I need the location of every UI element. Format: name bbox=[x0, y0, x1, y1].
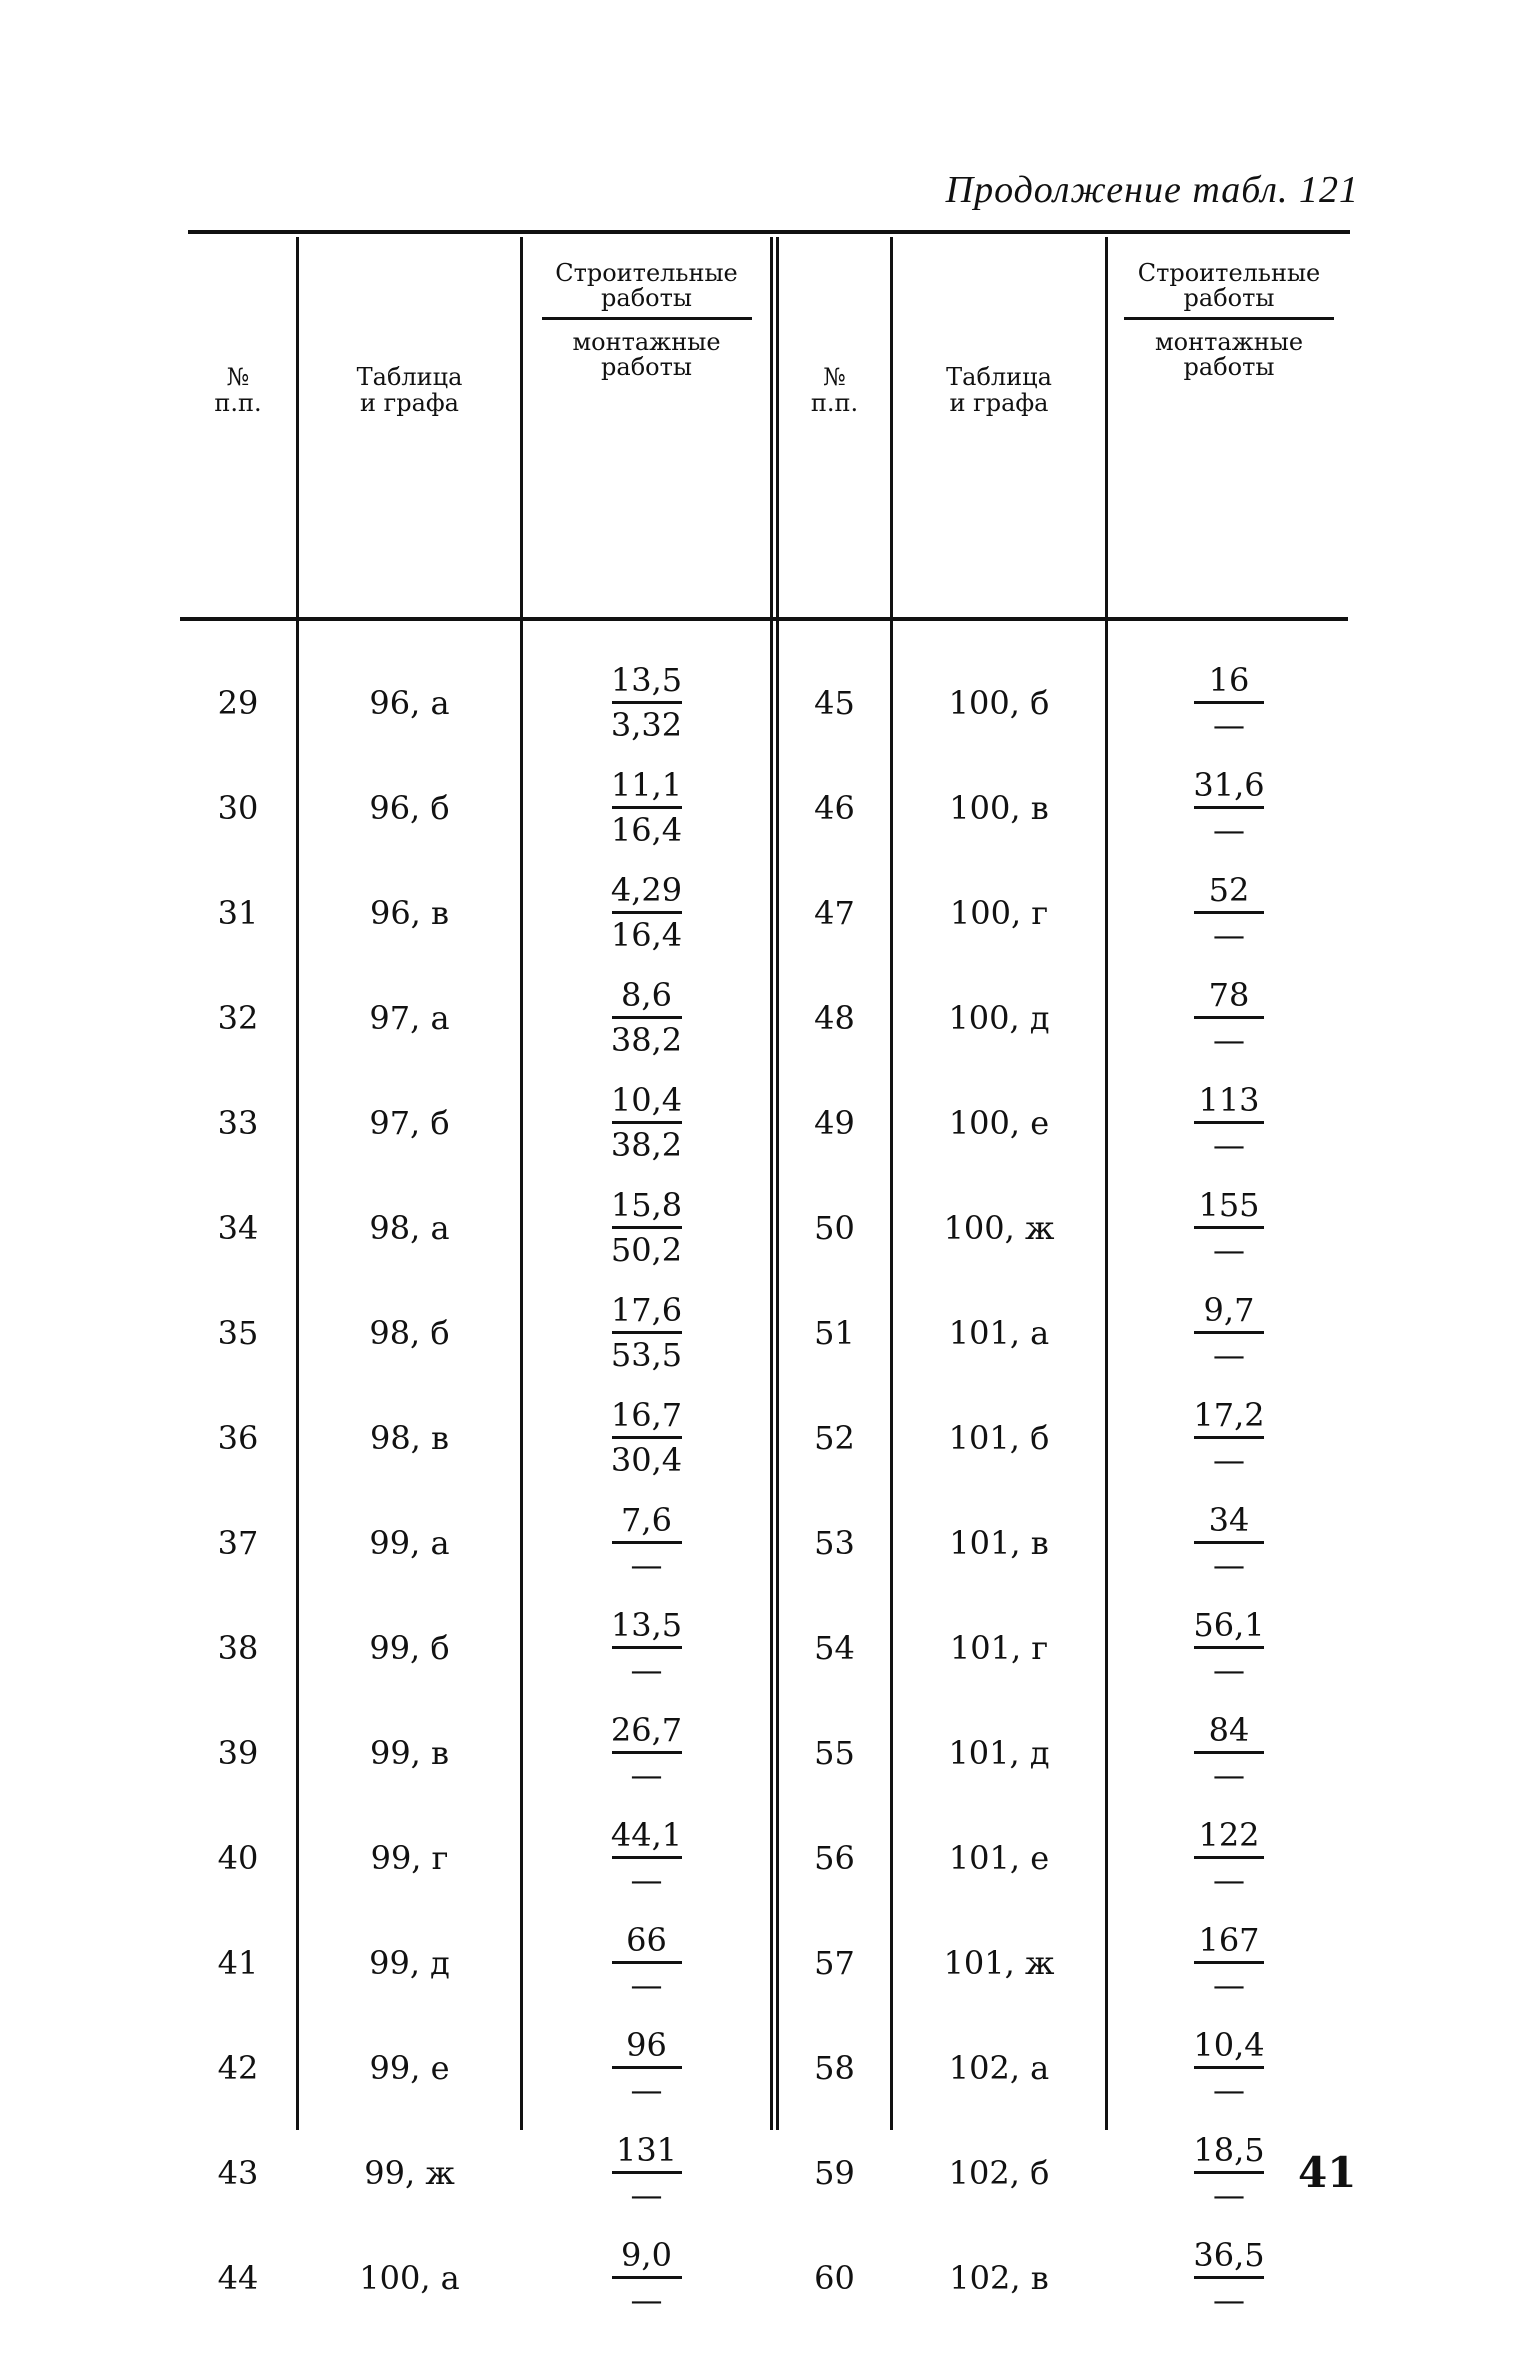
work-fraction bbox=[523, 1595, 770, 1700]
header-works-top: Строительные работы bbox=[555, 258, 738, 312]
work-fraction bbox=[523, 755, 770, 860]
header-num-label: № п.п. bbox=[214, 363, 262, 417]
work-fraction bbox=[1108, 1490, 1350, 1595]
fraction-bar bbox=[1194, 1016, 1264, 1019]
work-fraction bbox=[523, 1280, 770, 1385]
construction-value: 4,29 bbox=[610, 871, 683, 909]
work-fraction bbox=[523, 860, 770, 965]
installation-value: — bbox=[1213, 1966, 1245, 2004]
fraction-bar bbox=[1194, 1541, 1264, 1544]
fraction-bar bbox=[1194, 1121, 1264, 1124]
work-fraction bbox=[523, 1385, 770, 1490]
installation-value: 16,4 bbox=[610, 916, 683, 954]
table-ref: 102, а bbox=[948, 2048, 1050, 2087]
table-ref: 102, б bbox=[948, 2153, 1050, 2192]
work-fraction bbox=[523, 650, 770, 755]
installation-value: — bbox=[1213, 1021, 1245, 1059]
fraction-bar bbox=[1194, 2276, 1264, 2279]
fraction-bar bbox=[612, 1016, 682, 1019]
table-ref: 98, в bbox=[369, 1418, 450, 1457]
fraction-bar bbox=[1194, 1856, 1264, 1859]
work-fraction bbox=[523, 1910, 770, 2015]
construction-value: 13,5 bbox=[610, 1606, 683, 1644]
fraction-bar bbox=[612, 1436, 682, 1439]
table-ref: 99, в bbox=[369, 1733, 450, 1772]
fraction-bar bbox=[612, 2276, 682, 2279]
fraction-bar bbox=[1194, 1961, 1264, 1964]
fraction-bar bbox=[1194, 1436, 1264, 1439]
installation-value: — bbox=[1213, 1651, 1245, 1689]
table-ref: 100, д bbox=[948, 998, 1050, 1037]
work-fraction bbox=[1108, 755, 1350, 860]
fraction-bar bbox=[1194, 1751, 1264, 1754]
installation-value: — bbox=[630, 1651, 663, 1689]
work-fraction bbox=[1108, 1700, 1350, 1805]
header-table bbox=[893, 245, 1105, 535]
header-table bbox=[299, 245, 520, 535]
installation-value: — bbox=[1213, 2176, 1245, 2214]
table-ref: 101, в bbox=[949, 1523, 1049, 1562]
work-fraction bbox=[523, 1070, 770, 1175]
fraction-bar bbox=[612, 2171, 682, 2174]
construction-value: 16 bbox=[1208, 661, 1250, 699]
construction-value: 7,6 bbox=[621, 1501, 672, 1539]
row-number: 60 bbox=[814, 2258, 855, 2297]
table-ref: 99, ж bbox=[364, 2153, 455, 2192]
row-number: 47 bbox=[814, 893, 855, 932]
work-fraction bbox=[523, 1175, 770, 1280]
installation-value: 30,4 bbox=[610, 1441, 683, 1479]
installation-value: — bbox=[630, 1966, 663, 2004]
work-fraction bbox=[1108, 860, 1350, 965]
header-num bbox=[779, 245, 890, 535]
table-ref: 99, г bbox=[370, 1838, 449, 1877]
construction-value: 34 bbox=[1208, 1501, 1250, 1539]
fraction-bar bbox=[612, 1331, 682, 1334]
row-number: 50 bbox=[814, 1208, 855, 1247]
fraction-bar bbox=[1194, 2171, 1264, 2174]
construction-value: 17,2 bbox=[1193, 1396, 1265, 1434]
table-ref: 96, в bbox=[369, 893, 450, 932]
work-fraction bbox=[1108, 1280, 1350, 1385]
header-num bbox=[180, 245, 296, 535]
table-top-rule bbox=[188, 230, 1350, 234]
construction-value: 66 bbox=[626, 1921, 667, 1959]
fraction-bar bbox=[1194, 2066, 1264, 2069]
construction-value: 96 bbox=[626, 2026, 667, 2064]
row-number: 42 bbox=[217, 2048, 259, 2087]
table-ref: 99, е bbox=[369, 2048, 450, 2087]
table-ref: 100, г bbox=[949, 893, 1049, 932]
table-ref: 101, ж bbox=[943, 1943, 1055, 1982]
table-ref: 101, г bbox=[949, 1628, 1049, 1667]
installation-value: — bbox=[1213, 1126, 1245, 1164]
fraction-bar bbox=[612, 1541, 682, 1544]
construction-value: 78 bbox=[1208, 976, 1250, 1014]
row-number: 43 bbox=[217, 2153, 259, 2192]
installation-value: — bbox=[1213, 1336, 1245, 1374]
row-number: 54 bbox=[814, 1628, 855, 1667]
row-number: 33 bbox=[217, 1103, 259, 1142]
table-ref: 100, б bbox=[948, 683, 1050, 722]
row-number: 32 bbox=[217, 998, 259, 1037]
table-ref: 99, д bbox=[369, 1943, 450, 1982]
row-number: 52 bbox=[814, 1418, 855, 1457]
work-fraction bbox=[523, 1700, 770, 1805]
fraction-bar bbox=[1194, 1646, 1264, 1649]
row-number: 41 bbox=[217, 1943, 259, 1982]
work-fraction bbox=[1108, 1805, 1350, 1910]
row-number: 48 bbox=[814, 998, 855, 1037]
installation-value: 3,32 bbox=[610, 706, 683, 744]
construction-value: 84 bbox=[1208, 1711, 1250, 1749]
construction-value: 17,6 bbox=[610, 1291, 683, 1329]
table-ref: 99, б bbox=[369, 1628, 450, 1667]
table-ref: 97, а bbox=[369, 998, 450, 1037]
row-number: 51 bbox=[814, 1313, 855, 1352]
construction-value: 122 bbox=[1198, 1816, 1260, 1854]
construction-value: 16,7 bbox=[610, 1396, 683, 1434]
construction-value: 36,5 bbox=[1193, 2236, 1265, 2274]
row-number: 46 bbox=[814, 788, 855, 827]
row-number: 36 bbox=[217, 1418, 259, 1457]
row-number: 59 bbox=[814, 2153, 855, 2192]
fraction-bar bbox=[612, 1856, 682, 1859]
row-number: 58 bbox=[814, 2048, 855, 2087]
row-number: 30 bbox=[217, 788, 259, 827]
table-ref: 100, а bbox=[359, 2258, 460, 2297]
fraction-bar bbox=[612, 1961, 682, 1964]
row-number: 31 bbox=[217, 893, 259, 932]
fraction-bar bbox=[1194, 701, 1264, 704]
construction-value: 8,6 bbox=[621, 976, 672, 1014]
installation-value: — bbox=[630, 1756, 663, 1794]
work-fraction bbox=[1108, 2225, 1350, 2330]
work-fraction bbox=[523, 2015, 770, 2120]
fraction-bar bbox=[612, 1226, 682, 1229]
installation-value: — bbox=[630, 1861, 663, 1899]
work-fraction bbox=[1108, 1385, 1350, 1490]
header-works-bottom: монтажные работы bbox=[1154, 327, 1304, 381]
row-number: 35 bbox=[217, 1313, 259, 1352]
header-fraction-bar bbox=[542, 317, 752, 320]
work-fraction bbox=[1108, 1595, 1350, 1700]
work-fraction bbox=[1108, 2015, 1350, 2120]
fraction-bar bbox=[1194, 806, 1264, 809]
header-works-bottom: монтажные работы bbox=[572, 327, 721, 381]
table-ref: 101, а bbox=[948, 1313, 1050, 1352]
header-works bbox=[523, 245, 770, 395]
row-number: 29 bbox=[217, 683, 259, 722]
construction-value: 44,1 bbox=[610, 1816, 683, 1854]
table-ref: 100, в bbox=[949, 788, 1049, 827]
work-fraction bbox=[523, 1490, 770, 1595]
construction-value: 11,1 bbox=[610, 766, 683, 804]
table-ref: 100, е bbox=[948, 1103, 1050, 1142]
table-ref: 98, б bbox=[369, 1313, 450, 1352]
work-fraction bbox=[1108, 965, 1350, 1070]
table-ref: 100, ж bbox=[943, 1208, 1055, 1247]
table-ref: 98, а bbox=[369, 1208, 450, 1247]
installation-value: — bbox=[1213, 2281, 1245, 2319]
table-ref: 101, д bbox=[948, 1733, 1050, 1772]
construction-value: 31,6 bbox=[1193, 766, 1265, 804]
construction-value: 10,4 bbox=[610, 1081, 683, 1119]
installation-value: 38,2 bbox=[610, 1021, 683, 1059]
table-ref: 101, б bbox=[948, 1418, 1050, 1457]
fraction-bar bbox=[1194, 1331, 1264, 1334]
installation-value: — bbox=[1213, 1231, 1245, 1269]
construction-value: 9,7 bbox=[1203, 1291, 1255, 1329]
table-ref: 101, е bbox=[948, 1838, 1050, 1877]
row-number: 38 bbox=[217, 1628, 259, 1667]
fraction-bar bbox=[612, 806, 682, 809]
construction-value: 10,4 bbox=[1193, 2026, 1265, 2064]
installation-value: — bbox=[630, 2071, 663, 2109]
construction-value: 26,7 bbox=[610, 1711, 683, 1749]
row-number: 34 bbox=[217, 1208, 259, 1247]
fraction-bar bbox=[612, 2066, 682, 2069]
table-ref: 96, а bbox=[369, 683, 450, 722]
row-number: 44 bbox=[217, 2258, 259, 2297]
header-fraction-bar bbox=[1124, 317, 1334, 320]
construction-value: 52 bbox=[1208, 871, 1250, 909]
construction-value: 18,5 bbox=[1193, 2131, 1265, 2169]
fraction-bar bbox=[612, 1646, 682, 1649]
fraction-bar bbox=[612, 1751, 682, 1754]
installation-value: — bbox=[1213, 1756, 1245, 1794]
installation-value: 38,2 bbox=[610, 1126, 683, 1164]
installation-value: — bbox=[1213, 2071, 1245, 2109]
installation-value: — bbox=[1213, 811, 1245, 849]
header-table-label: Таблица и графа bbox=[946, 363, 1052, 417]
header-works bbox=[1108, 245, 1350, 395]
work-fraction bbox=[523, 2225, 770, 2330]
construction-value: 13,5 bbox=[610, 661, 683, 699]
installation-value: 50,2 bbox=[610, 1231, 683, 1269]
header-num-label: № п.п. bbox=[810, 363, 859, 417]
fraction-bar bbox=[1194, 1226, 1264, 1229]
table-ref: 97, б bbox=[369, 1103, 450, 1142]
row-number: 57 bbox=[814, 1943, 855, 1982]
installation-value: — bbox=[630, 2176, 663, 2214]
construction-value: 9,0 bbox=[621, 2236, 672, 2274]
row-number: 45 bbox=[814, 683, 855, 722]
table-ref: 102, в bbox=[949, 2258, 1049, 2297]
fraction-bar bbox=[612, 1121, 682, 1124]
installation-value: — bbox=[1213, 1861, 1245, 1899]
work-fraction bbox=[523, 965, 770, 1070]
installation-value: 16,4 bbox=[610, 811, 683, 849]
header-works-top: Строительные работы bbox=[1137, 258, 1321, 312]
construction-value: 56,1 bbox=[1193, 1606, 1265, 1644]
construction-value: 15,8 bbox=[610, 1186, 683, 1224]
work-fraction bbox=[1108, 1175, 1350, 1280]
installation-value: — bbox=[1213, 916, 1245, 954]
construction-value: 167 bbox=[1198, 1921, 1260, 1959]
table-caption: Продолжение табл. 121 bbox=[945, 169, 1359, 211]
installation-value: 53,5 bbox=[610, 1336, 683, 1374]
installation-value: — bbox=[1213, 706, 1245, 744]
fraction-bar bbox=[612, 911, 682, 914]
page-number: 41 bbox=[1298, 2148, 1357, 2197]
row-number: 37 bbox=[217, 1523, 259, 1562]
fraction-bar bbox=[612, 701, 682, 704]
row-number: 49 bbox=[814, 1103, 855, 1142]
row-number: 39 bbox=[217, 1733, 259, 1772]
row-number: 55 bbox=[814, 1733, 855, 1772]
construction-value: 131 bbox=[615, 2131, 678, 2169]
row-number: 53 bbox=[814, 1523, 855, 1562]
installation-value: — bbox=[630, 2281, 663, 2319]
installation-value: — bbox=[630, 1546, 663, 1584]
construction-value: 113 bbox=[1198, 1081, 1260, 1119]
data-table bbox=[180, 225, 1355, 2319]
construction-value: 155 bbox=[1198, 1186, 1260, 1224]
row-number: 40 bbox=[217, 1838, 259, 1877]
row-number: 56 bbox=[814, 1838, 855, 1877]
header-table-label: Таблица и графа bbox=[356, 363, 463, 417]
fraction-bar bbox=[1194, 911, 1264, 914]
column-divider-double bbox=[770, 237, 773, 2130]
work-fraction bbox=[523, 2120, 770, 2225]
work-fraction bbox=[1108, 1910, 1350, 2015]
table-ref: 99, а bbox=[369, 1523, 450, 1562]
header-bottom-rule bbox=[180, 617, 1348, 621]
work-fraction bbox=[1108, 1070, 1350, 1175]
table-ref: 96, б bbox=[369, 788, 450, 827]
work-fraction bbox=[523, 1805, 770, 1910]
work-fraction bbox=[1108, 650, 1350, 755]
installation-value: — bbox=[1213, 1546, 1245, 1584]
installation-value: — bbox=[1213, 1441, 1245, 1479]
